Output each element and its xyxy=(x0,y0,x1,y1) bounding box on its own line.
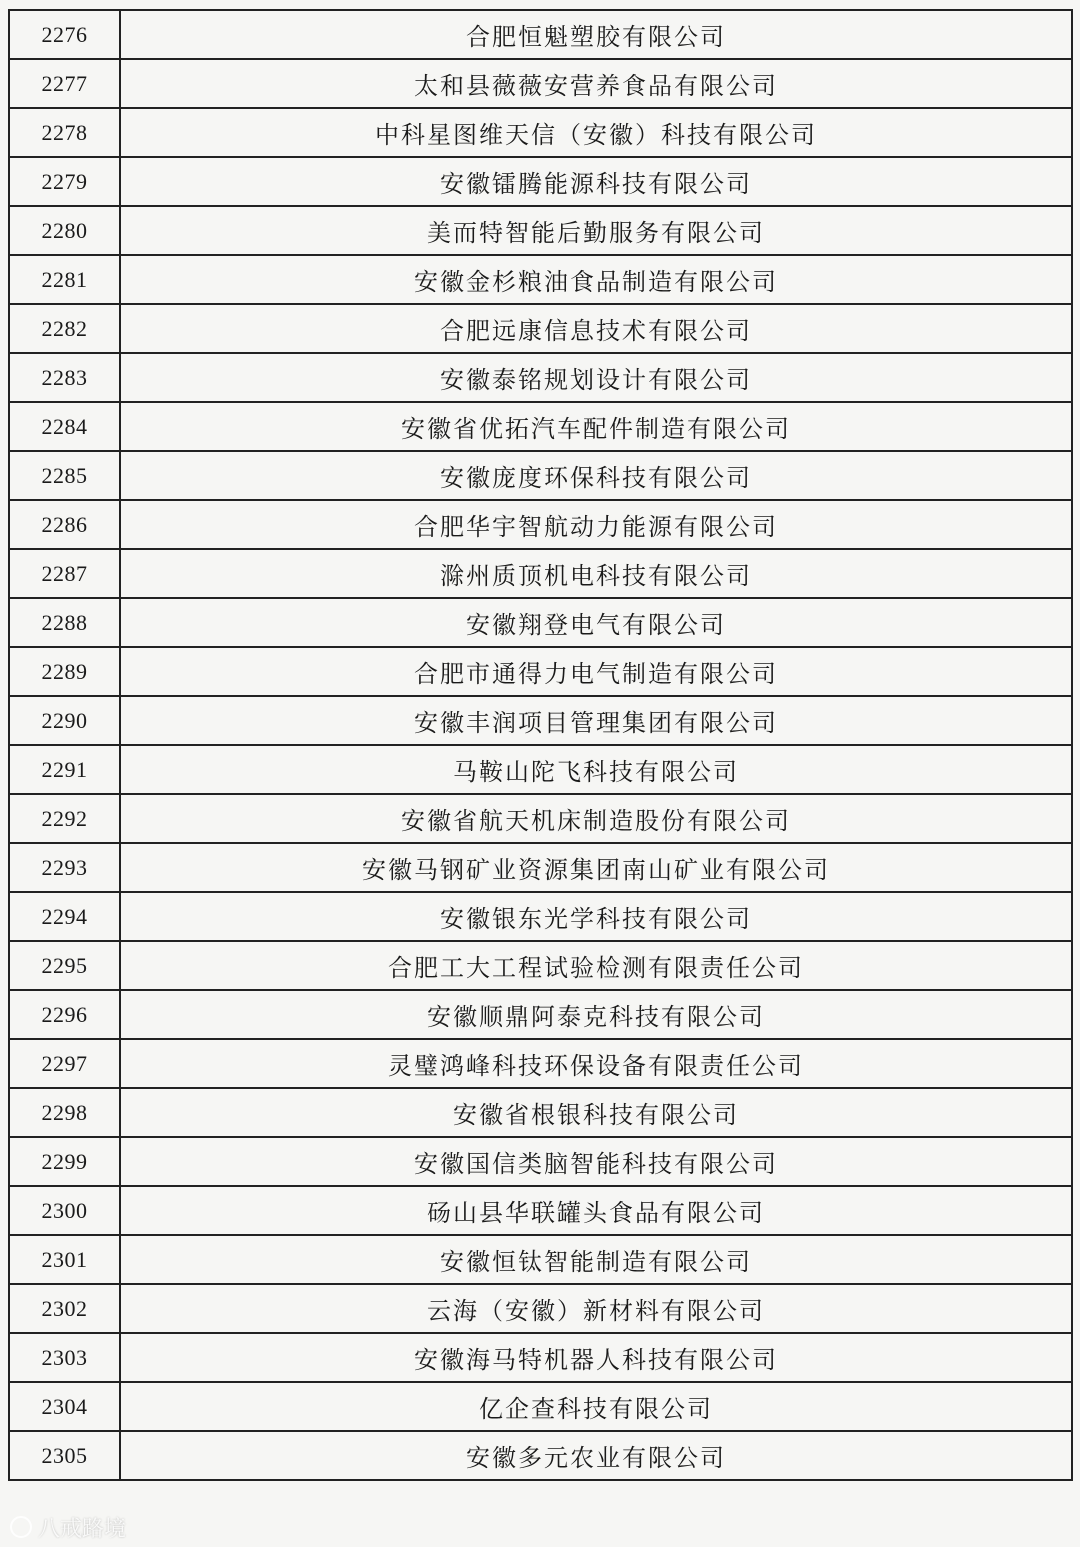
company-name-cell: 合肥华宇智航动力能源有限公司 xyxy=(120,500,1072,549)
company-name-cell: 中科星图维天信（安徽）科技有限公司 xyxy=(120,108,1072,157)
row-number-cell: 2298 xyxy=(9,1088,120,1137)
table-row xyxy=(9,1039,1072,1088)
row-number-cell: 2292 xyxy=(9,794,120,843)
company-name-cell: 安徽多元农业有限公司 xyxy=(120,1431,1072,1480)
table-row xyxy=(9,696,1072,745)
company-name-cell: 安徽金杉粮油食品制造有限公司 xyxy=(120,255,1072,304)
row-number-cell: 2302 xyxy=(9,1284,120,1333)
company-name-cell: 安徽银东光学科技有限公司 xyxy=(120,892,1072,941)
watermark xyxy=(10,1512,126,1542)
company-name-cell: 安徽泰铭规划设计有限公司 xyxy=(120,353,1072,402)
company-list-table xyxy=(8,9,1073,1481)
table-row xyxy=(9,990,1072,1039)
row-number-cell: 2287 xyxy=(9,549,120,598)
company-name-cell: 滁州质顶机电科技有限公司 xyxy=(120,549,1072,598)
company-name-cell: 安徽省根银科技有限公司 xyxy=(120,1088,1072,1137)
row-number-cell: 2286 xyxy=(9,500,120,549)
table-row xyxy=(9,1382,1072,1431)
row-number-cell: 2289 xyxy=(9,647,120,696)
company-name-cell: 太和县薇薇安营养食品有限公司 xyxy=(120,59,1072,108)
row-number-cell: 2288 xyxy=(9,598,120,647)
company-name-cell: 安徽国信类脑智能科技有限公司 xyxy=(120,1137,1072,1186)
company-name-cell: 美而特智能后勤服务有限公司 xyxy=(120,206,1072,255)
company-name-cell: 亿企查科技有限公司 xyxy=(120,1382,1072,1431)
company-name-cell: 砀山县华联罐头食品有限公司 xyxy=(120,1186,1072,1235)
company-name-cell: 合肥工大工程试验检测有限责任公司 xyxy=(120,941,1072,990)
row-number-cell: 2293 xyxy=(9,843,120,892)
company-name-cell: 安徽省航天机床制造股份有限公司 xyxy=(120,794,1072,843)
row-number-cell: 2295 xyxy=(9,941,120,990)
row-number-cell: 2291 xyxy=(9,745,120,794)
company-name-cell: 安徽丰润项目管理集团有限公司 xyxy=(120,696,1072,745)
table-row xyxy=(9,745,1072,794)
table-body xyxy=(9,10,1072,1480)
company-name-cell: 安徽海马特机器人科技有限公司 xyxy=(120,1333,1072,1382)
company-name-cell: 合肥市通得力电气制造有限公司 xyxy=(120,647,1072,696)
row-number-cell: 2301 xyxy=(9,1235,120,1284)
table-row xyxy=(9,1284,1072,1333)
table-row xyxy=(9,206,1072,255)
row-number-cell: 2305 xyxy=(9,1431,120,1480)
row-number-cell: 2297 xyxy=(9,1039,120,1088)
table-row xyxy=(9,255,1072,304)
table-row xyxy=(9,843,1072,892)
table-row xyxy=(9,304,1072,353)
row-number-cell: 2303 xyxy=(9,1333,120,1382)
row-number-cell: 2281 xyxy=(9,255,120,304)
company-name-cell: 云海（安徽）新材料有限公司 xyxy=(120,1284,1072,1333)
row-number-cell: 2304 xyxy=(9,1382,120,1431)
company-name-cell: 安徽马钢矿业资源集团南山矿业有限公司 xyxy=(120,843,1072,892)
table-row xyxy=(9,1137,1072,1186)
table-row xyxy=(9,549,1072,598)
row-number-cell: 2282 xyxy=(9,304,120,353)
table-row xyxy=(9,402,1072,451)
table-row xyxy=(9,892,1072,941)
company-name-cell: 马鞍山陀飞科技有限公司 xyxy=(120,745,1072,794)
row-number-cell: 2294 xyxy=(9,892,120,941)
table-row xyxy=(9,59,1072,108)
table-row xyxy=(9,157,1072,206)
row-number-cell: 2299 xyxy=(9,1137,120,1186)
company-name-cell: 安徽镭腾能源科技有限公司 xyxy=(120,157,1072,206)
company-name-cell: 安徽恒钛智能制造有限公司 xyxy=(120,1235,1072,1284)
row-number-cell: 2300 xyxy=(9,1186,120,1235)
table-row xyxy=(9,1088,1072,1137)
company-name-cell: 安徽顺鼎阿泰克科技有限公司 xyxy=(120,990,1072,1039)
row-number-cell: 2280 xyxy=(9,206,120,255)
table-row xyxy=(9,647,1072,696)
watermark-logo-icon xyxy=(10,1516,32,1538)
company-name-cell: 安徽庞度环保科技有限公司 xyxy=(120,451,1072,500)
table-row xyxy=(9,1186,1072,1235)
company-name-cell: 合肥恒魁塑胶有限公司 xyxy=(120,10,1072,59)
company-name-cell: 安徽省优拓汽车配件制造有限公司 xyxy=(120,402,1072,451)
table-row xyxy=(9,10,1072,59)
row-number-cell: 2277 xyxy=(9,59,120,108)
company-name-cell: 安徽翔登电气有限公司 xyxy=(120,598,1072,647)
table-row xyxy=(9,451,1072,500)
row-number-cell: 2296 xyxy=(9,990,120,1039)
row-number-cell: 2278 xyxy=(9,108,120,157)
table-row xyxy=(9,1333,1072,1382)
row-number-cell: 2284 xyxy=(9,402,120,451)
table-row xyxy=(9,108,1072,157)
watermark-text: 八戒路境 xyxy=(38,1516,127,1542)
table-row xyxy=(9,1431,1072,1480)
table-row xyxy=(9,1235,1072,1284)
row-number-cell: 2276 xyxy=(9,10,120,59)
table-row xyxy=(9,353,1072,402)
company-name-cell: 合肥远康信息技术有限公司 xyxy=(120,304,1072,353)
row-number-cell: 2283 xyxy=(9,353,120,402)
company-name-cell: 灵璧鸿峰科技环保设备有限责任公司 xyxy=(120,1039,1072,1088)
row-number-cell: 2285 xyxy=(9,451,120,500)
row-number-cell: 2279 xyxy=(9,157,120,206)
table-row xyxy=(9,500,1072,549)
table-row xyxy=(9,941,1072,990)
table-row xyxy=(9,598,1072,647)
row-number-cell: 2290 xyxy=(9,696,120,745)
table-row xyxy=(9,794,1072,843)
